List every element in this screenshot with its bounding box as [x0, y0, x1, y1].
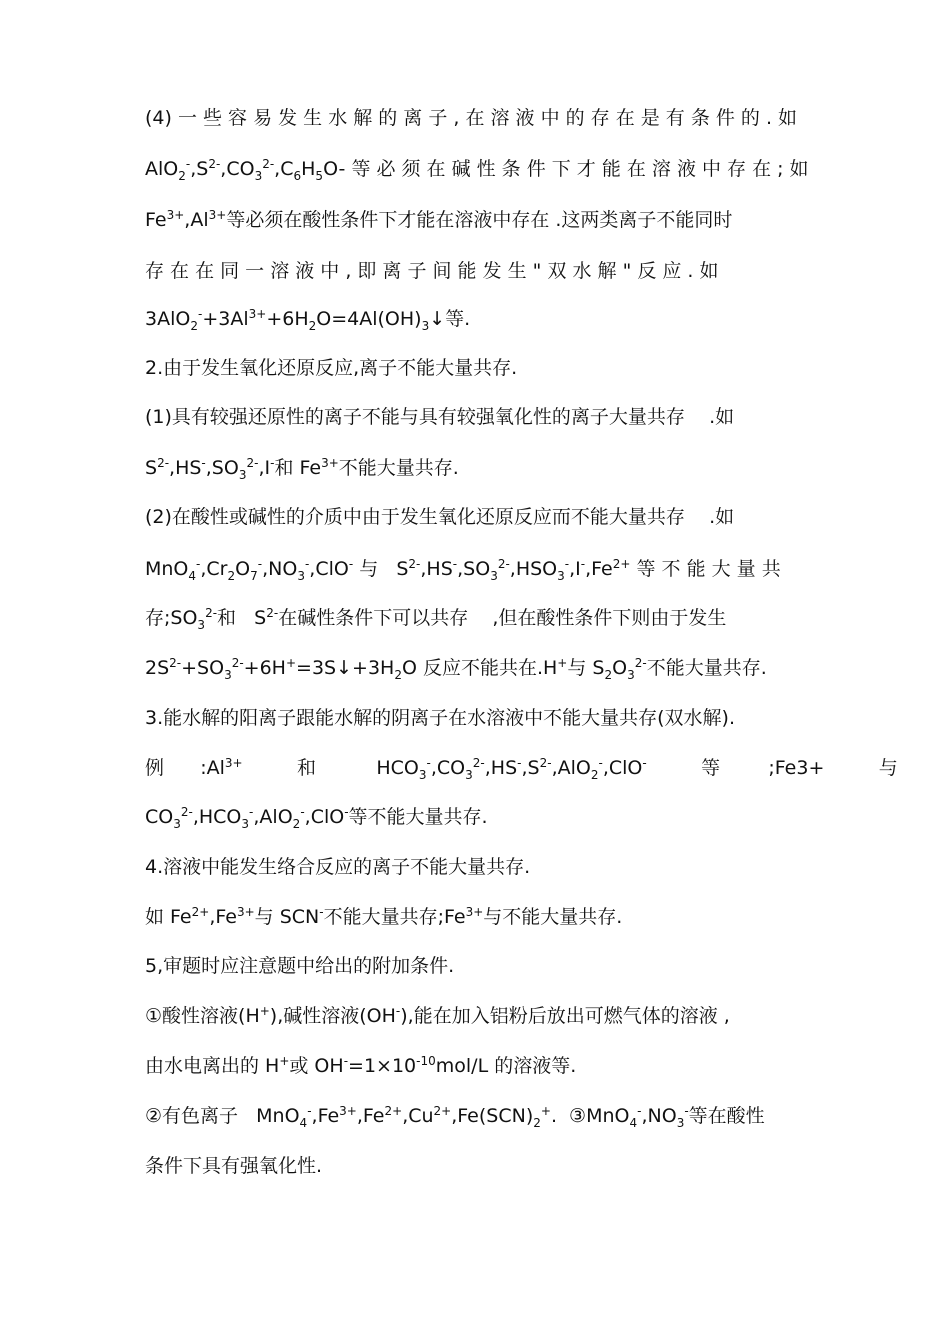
text-line: 例 $:Al^{3+}$ 和 $HCO_3^-,CO_3^{2-},HS^-,S^{2-},AlO_2^-,ClO^-$ 等 ;Fe3+ 与: [145, 756, 898, 782]
text-line: 存$;SO_3^{2-}$和 $S^{2-}$在碱性条件下可以共存 ,但在酸性条件下则由于发生: [145, 606, 727, 632]
text-line: $MnO_4^-,Cr_2O_7^-,NO_3^-,ClO^-$ 与 $S^{2-},HS^-,SO_3^{2-},HSO_3^-,I^-,Fe^{2+}$ 等 不 能 大 量 共: [145, 557, 781, 583]
text-line: 5,审题时应注意题中给出的附加条件.: [145, 955, 455, 977]
text-line: (1)具有较强还原性的离子不能与具有较强氧化性的离子大量共存 .如: [145, 406, 735, 428]
text-line: $AlO_2^-,S^{2-},CO_3^{2-},C_6H_5O-$ 等 必 须 在 碱 性 条 件 下 才 能 在 溶 液 中 存 在 ; 如: [145, 157, 809, 183]
text-line: $3AlO_2^-+3Al^{3+}+6H_2O=4Al(OH)_3↓$等.: [145, 307, 471, 333]
text-line: $Fe^{3+},Al^{3+}$等必须在酸性条件下才能在溶液中存在 .这两类离子不能同时: [145, 208, 733, 231]
text-line: 2.由于发生氧化还原反应,离子不能大量共存.: [145, 357, 518, 379]
text-line: $CO_3^{2-},HCO_3^-,AlO_2^-,ClO^-$等不能大量共存.: [145, 805, 488, 831]
text-line: 3.能水解的阳离子跟能水解的阴离子在水溶液中不能大量共存(双水解).: [145, 707, 735, 729]
text-line: $2S^{2-}+SO_3^{2-}+6H^+=3S↓+3H_2O$ 反应不能共在.H+与 $S_2O_3^{2-}$不能大量共存.: [145, 656, 767, 682]
text-line: ①酸性溶液(H+),碱性溶液(OH-),能在加入铝粉后放出可燃气体的溶液 ,: [145, 1004, 730, 1027]
text-line: ②有色离子 $MnO_4^-,Fe^{3+},Fe^{2+},Cu^{2+},Fe(SCN)_2^+$. $③MnO_4^-,NO_3^-$等在酸性: [145, 1104, 765, 1130]
text-line: 4.溶液中能发生络合反应的离子不能大量共存.: [145, 856, 531, 878]
text-line: 由水电离出的 H+或 $OH^-=1\times 10^{-10}mol/L$ 的溶液等.: [145, 1054, 577, 1077]
text-line: (4) 一 些 容 易 发 生 水 解 的 离 子 , 在 溶 液 中 的 存 在 是 有 条 件 的 . 如: [145, 107, 798, 129]
text-line: 如 $Fe^{2+},Fe^{3+}$与 SCN-不能大量共存$;Fe^{3+}$与不能大量共存.: [145, 905, 623, 928]
text-line: 存 在 在 同 一 溶 液 中 , 即 离 子 间 能 发 生 " 双 水 解 " 反 应 . 如: [145, 260, 719, 282]
text-line: $S^{2-},HS^-,SO_3^{2-},I^-$和 $Fe^{3+}$不能大量共存.: [145, 456, 459, 482]
text-line: (2)在酸性或碱性的介质中由于发生氧化还原反应而不能大量共存 .如: [145, 506, 735, 528]
text-line: 条件下具有强氧化性.: [145, 1155, 323, 1177]
